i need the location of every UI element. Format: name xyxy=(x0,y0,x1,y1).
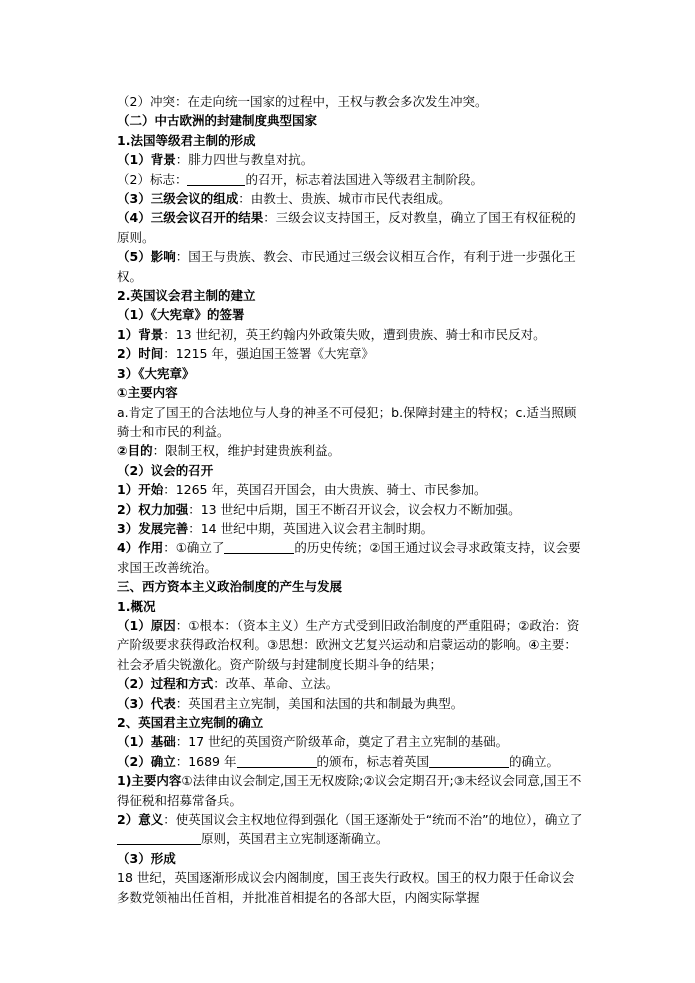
body-text: 的确立。 xyxy=(509,753,560,769)
heading-text: ②目的 xyxy=(117,443,153,459)
text-line xyxy=(117,732,585,751)
body-text: a.肯定了国王的合法地位与人身的神圣不可侵犯；b.保障封建主的特权；c.适当照顾骑士和市民的利益。 xyxy=(117,404,577,439)
text-line xyxy=(117,403,585,442)
body-text: ：14 世纪中期，英国进入议会君主制时期。 xyxy=(188,520,434,536)
body-text: ：改革、革命、立法。 xyxy=(213,676,339,692)
body-text: ：国王与贵族、教会、市民通过三级会议相互合作，有利于进一步强化王权。 xyxy=(117,249,576,284)
text-line xyxy=(117,868,585,907)
heading-text: 1.法国等级君主制的形成 xyxy=(117,132,256,148)
heading-text: （4）三级会议召开的结果 xyxy=(117,210,264,226)
text-line xyxy=(117,810,585,849)
text-line xyxy=(117,170,585,189)
text-line xyxy=(117,616,585,674)
heading-text: 4）作用 xyxy=(117,540,164,556)
body-text: （2）冲突：在走向统一国家的过程中，王权与教会多次发生冲突。 xyxy=(117,94,488,109)
heading-text: （2）确立 xyxy=(117,753,176,769)
body-text: 18 世纪，英国逐渐形成议会内阁制度，国王丧失行政权。国王的权力限于任命议会多数党领袖出任首相，并批准首相提名的各部大臣，内阁实际掌握 xyxy=(117,870,575,905)
heading-text: （二）中古欧洲的封建制度典型国家 xyxy=(117,113,318,129)
body-text: ：13 世纪初，英王约翰内外政策失败，遭到贵族、骑士和市民反对。 xyxy=(163,326,546,342)
text-line xyxy=(117,111,585,130)
heading-text: 2）权力加强 xyxy=(117,501,189,517)
text-line xyxy=(117,383,585,402)
heading-text: 2）时间 xyxy=(117,346,164,362)
heading-text: 3）发展完善 xyxy=(117,520,189,536)
heading-text: 1)主要内容 xyxy=(117,773,182,789)
heading-text: ①主要内容 xyxy=(117,385,178,401)
heading-text: 1）背景 xyxy=(117,326,164,342)
text-line xyxy=(117,597,585,616)
text-line xyxy=(117,752,585,771)
heading-text: （3）三级会议的组成 xyxy=(117,191,239,207)
heading-text: （1）背景 xyxy=(117,152,176,168)
text-line xyxy=(117,150,585,169)
heading-text: 三、西方资本主义政治制度的产生与发展 xyxy=(117,579,343,595)
heading-text: 2、英国君主立宪制的确立 xyxy=(117,715,264,730)
text-line xyxy=(117,771,585,810)
body-text: ：①确立了 xyxy=(163,540,225,556)
text-line xyxy=(117,713,585,732)
body-text: 的召开，标志着法国进入等级君主制阶段。 xyxy=(245,171,483,187)
text-line xyxy=(117,694,585,713)
heading-text: 2）意义 xyxy=(117,812,164,828)
body-text: ：17 世纪的英国资产阶级革命，奠定了君主立宪制的基础。 xyxy=(175,734,509,750)
body-text: ：使英国议会主权地位得到强化（国王逐渐处于“统而不治”的地位），确立了 xyxy=(163,812,583,828)
text-line xyxy=(117,538,585,577)
fill-in-blank xyxy=(187,171,245,186)
text-line xyxy=(117,441,585,460)
text-line xyxy=(117,480,585,499)
text-line xyxy=(117,461,585,480)
body-text: ：13 世纪中后期，国王不断召开议会，议会权力不断加强。 xyxy=(188,501,521,517)
body-text: （2）标志： xyxy=(117,171,188,187)
text-line xyxy=(117,325,585,344)
text-line xyxy=(117,131,585,150)
text-line xyxy=(117,849,585,868)
text-line xyxy=(117,305,585,324)
fill-in-blank xyxy=(237,753,317,768)
heading-text: 3）《大宪章》 xyxy=(117,365,195,381)
heading-text: （2）议会的召开 xyxy=(117,462,214,478)
heading-text: （1）基础 xyxy=(117,734,176,750)
heading-text: 2.英国议会君主制的建立 xyxy=(117,288,256,304)
text-line xyxy=(117,500,585,519)
body-text: ：三级会议支持国王，反对教皇，确立了国王有权征税的原则。 xyxy=(117,210,576,245)
text-line xyxy=(117,344,585,363)
heading-text: （1）原因 xyxy=(117,617,176,633)
fill-in-blank xyxy=(117,830,201,845)
text-line xyxy=(117,92,585,111)
body-text: ：①根本：（资本主义）生产方式受到旧政治制度的严重阻碍；②政治：资产阶级要求获得政治权利。③思想：欧洲文艺复兴运动和启蒙运动的影响。④主要：社会矛盾尖锐激化。资产阶级与封建制度长期斗争的结果； xyxy=(117,617,580,672)
heading-text: （3）形成 xyxy=(117,850,176,866)
heading-text: 1.概况 xyxy=(117,598,156,614)
text-line xyxy=(117,286,585,305)
heading-text: （1）《大宪章》的签署 xyxy=(117,307,245,323)
body-text: 原则，英国君主立宪制逐渐确立。 xyxy=(201,831,389,847)
body-text: ：限制王权，维护封建贵族利益。 xyxy=(152,443,341,459)
text-line xyxy=(117,364,585,383)
heading-text: （3）代表 xyxy=(117,695,176,711)
text-line xyxy=(117,577,585,596)
body-text: ①法律由议会制定,国王无权废除;②议会定期召开;③未经议会同意,国王不得征税和招募常备兵。 xyxy=(117,773,582,808)
body-text: ：由教士、贵族、城市市民代表组成。 xyxy=(238,191,451,207)
body-text: ：1689 年 xyxy=(175,753,237,769)
text-line xyxy=(117,208,585,247)
document-body xyxy=(117,92,585,907)
body-text: 的历史传统；②国王通过议会寻求政策支持，议会要求国王改善统治。 xyxy=(117,540,581,575)
body-text: ：1265 年，英国召开国会，由大贵族、骑士、市民参加。 xyxy=(163,482,487,498)
fill-in-blank xyxy=(224,539,294,554)
heading-text: （2）过程和方式 xyxy=(117,676,214,692)
text-line xyxy=(117,519,585,538)
text-line xyxy=(117,189,585,208)
body-text: ：1215 年，强迫国王签署《大宪章》 xyxy=(163,346,374,362)
fill-in-blank xyxy=(429,753,509,768)
text-line xyxy=(117,674,585,693)
heading-text: 1）开始 xyxy=(117,482,164,498)
body-text: 的颁布，标志着英国 xyxy=(316,753,430,769)
heading-text: （5）影响 xyxy=(117,249,176,265)
body-text: ：英国君主立宪制，美国和法国的共和制最为典型。 xyxy=(175,695,464,711)
body-text: ：腓力四世与教皇对抗。 xyxy=(175,152,314,168)
text-line xyxy=(117,247,585,286)
